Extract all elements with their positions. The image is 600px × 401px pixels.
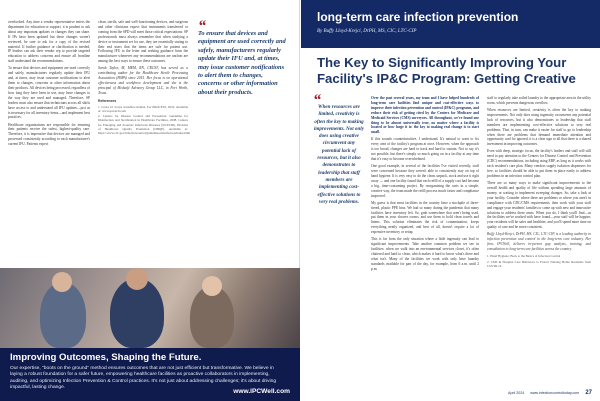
author-bio: Sarah Taylor, M, MEM, RN, CRCST, has served as a contributing author for the Healthcare Sterile Processing Association (HSPA) since 2015. Her focus is on operational effectiveness and workforce development and she is the principal of Medsafe Advisory Group LLC, in Fort Worth, Texas. [98, 66, 188, 95]
right-page [301, 0, 600, 401]
article-title: The Key to Significantly Improving Your Facility's IP&C Program: Getting Creative [317, 55, 576, 86]
section-title: long-term care infection prevention [317, 10, 519, 24]
paragraph: My guess is that most facilities in the country have a stockpile of three-tiered, plastic PPE bins. We had so many during the pandemic that many facilities have inventory left. So, grab somewhere that aren't being used, put them in your shower rooms, and use them to hold clean towels and linens. This solution eliminates the risk of contamination, keeps everything neatly organized, and best of all, doesn't require a lot of expensive inventory or setup. [371, 200, 479, 235]
banner-text [317, 10, 587, 34]
paragraph: overlooked. Any time a vendor representative enters the department for education or support, it is prudent to ask about any important updates or changes they can share. If IPs have been updated but these changes weren't reviewed, be sure to ask for a copy of the revised material. If further guidance or clarification is needed, IP leaders can ask their vendor rep to provide targeted education to address concerns and ensure all frontline staff understand the recommendations. [8, 20, 90, 64]
right-column-1 [371, 96, 479, 274]
pull-quote-text: When resources are limited, creativity is often the key to making improvements. Not only does using creative circumvent any potential lack of resources, but it also demonstrates to leadership that staff members are implementing cost-effective solutions to very real problems. [314, 104, 364, 205]
reference-item: 1. Hand Hygiene: Back to the Basics of Infection Control [487, 254, 561, 259]
left-column-2 [98, 20, 191, 136]
ad-copy [10, 352, 280, 391]
paragraph: Healthcare organizations are responsible for ensuring their patients receive the safest, highest-quality care. Therefore, it is imperative that devices are managed and processed consistently according to each manufacturer's current IFU. Patients expect [8, 122, 90, 147]
page-footer [317, 389, 592, 397]
paragraph: To ensure that devices and equipment are used correctly and safely, manufacturers regularly update their IFU and, at times, may issue customer notifications to alert them to changes, concerns or other information about their products. All devices being processed, regardless of how long they have been in use, may have changes to the way they are used and managed. Therefore, SP leaders must also ensure that technicians across all shifts have access to and understand all IFU updates—just as is necessary for all inventory items—and implement best practices. [8, 66, 90, 120]
section-banner [301, 0, 600, 48]
paragraph: Even with deep, strategic focus, the facility's leaders and staff will still need to pay attention to the Centers for Disease Control and Prevention (CDC) recommendations, including using EBP, as long as it works with each resident's care plan. Many vendors supply isolation dispensers for free, so facilities should be able to put them in place easily to address problems in an infection control plan. [487, 149, 591, 178]
paragraph: This is far from the only situation where a little ingenuity can lead to significant improvements. Take another common problem we see in facilities: when we walk into an environmental services closet, it's often cluttered and hard to clean, which makes it hard to know what's there and what isn't. Many of the facilities we work with only have laundry standards available for part of the day, for example, from 6 a.m. until 2 p.m. [371, 237, 479, 271]
reference-item: 1. Costa, D. Scope workflow hidden. For PROCESS, 2019. Available at: www.ipwatch.com [98, 104, 188, 113]
paragraph: One good example, in several of the facilities I've visited recently, staff were concerned because they weren't able to consistently stay on top of hand hygiene. It is very easy to do the clean, unpack, stock and use it right away — and one facility found that each refill of a supply cart had become a big, time-consuming project. By reorganizing the carts in a simple, creative way, the team made the refill process much faster and compliance improved. [371, 164, 479, 198]
author-bio: Buffy Lloyd-Krejci, DrPH, MS, CIC, LTC-CIP, is a leading authority in infection prevention and control in the long-term care industry. Her firm, IPCWell, delivers in-person gap analysis, training, and consultation to long-term care facilities across the country. [487, 232, 591, 252]
paragraph: When resources are limited, creativity is often the key to making improvements. Not only does using ingenuity circumvent any potential lack of resources, but it also demonstrates to leadership that staff members are implementing cost-effective solutions to very real problems. That, in turn, can make it easier for staff to go to leadership when there are problems that demand immediate attention and opportunity can't be ignored, it is a clear sign to all that there is a shared investment in improving outcomes. [487, 108, 591, 147]
pull-quote [313, 92, 365, 206]
paragraph: If this sounds counterintuitive, I understand. It's natural to want to fix every area of the facility's program at once. However, when the approach is too broad, changes are hard to track and hard to sustain. Not to say it's not possible, but there's simply so much going on in a facility at any time that it's easy to become overwhelmed. [371, 137, 479, 162]
paragraph: There are so many ways to make significant improvements to the overall health and quality of life without spending large amounts of money, or waiting to implement sweeping changes. So, take a look at your facility. Consider where there are problems or where you aren't in compliance with CDC/CMS requirements, then work with your staff and engage your residents' families to come up with new and innovative solutions to address these areas. When you do, I think you'll find—as the facilities we've worked with have found—your staff will be happier, your residents will be safer and healthier, and you'll spend more time on quality of care and be more consistent. [487, 181, 591, 230]
paragraph: staff to regularly take soiled laundry to the appropriate area in the utility room, which prevents dangerous overflow. [487, 96, 591, 105]
person-head [52, 272, 72, 292]
footer-site: www.infectioncontroltoday.com [530, 391, 580, 395]
quote-mark-icon: “ [313, 92, 321, 109]
person-head [126, 268, 148, 290]
paragraph: Over the past several years, my team and I have helped hundreds of long-term care facilities find unique and cost-effective ways to improve their infection prevention and control (IP&C) programs, and reduce their risk of getting cited by the Centers for Medicare and Medicaid Services (CMS) surveyors. All throughout, we've found one thing to be almost universally true, no matter where a facility is located or how large it is: the key to making real change is to start small. [371, 96, 479, 135]
ad-url-link[interactable]: www.IPCWell.com [233, 388, 290, 395]
ad-title: Improving Outcomes, Shaping the Future. [10, 352, 202, 363]
footer-date: April 2024 [508, 391, 525, 395]
reference-item: 2. Centers for Disease Control and Prevention. Guideline for Disinfection and Sterilization in Healthcare Facilities, 2008. Centers for Emerging and Zoonotic Infectious Diseases (NCEZID), Division of Healthcare Quality Promotion (DHQP). Available at: https://www.cdc.gov/infectioncontrol/guidelines/disinfection/index.html [98, 114, 191, 136]
page-number: 27 [585, 390, 592, 396]
advertisement [0, 268, 300, 401]
pull-quote [198, 18, 288, 97]
ad-body: Our expertise, "boots on the ground" method ensures outcomes that are not just efficient but transformative. We believe in laying a robust foundation for a safer future, empowering healthcare facilities as proactive collaborators in implementing, auditing, and optimizing Infection Prevention & Control practices. It's not just about addressing challenges; it's about driving impactful, lasting change. [10, 366, 277, 390]
person-head [202, 276, 222, 296]
paragraph: clean, sterile, safe and well-functioning devices, and surgeons and other clinicians expect that instruments transferred or coming from the SPD will meet those critical expectations. SP professionals must always remember that when studying a device or instrument set for use, they are essentially stating to their end users that the items are safe for patient use. Following IFU to the letter and seeking guidance from the manufacturer whenever any recommendations are unclear are among the best ways to ensure these outcomes. [98, 20, 188, 64]
references-heading: References [98, 98, 117, 103]
right-column-2 [487, 96, 591, 269]
pull-quote-text: To ensure that devices and equipment are used correctly and safely, manufacturers regularly update their IFU and, at times, may issue customer notifications to alert them to changes, concerns or other information about their products. [198, 30, 286, 96]
byline: By Buffy Lloyd-Krejci, DrPH, MS, CIC, LTC-CIP [317, 29, 417, 34]
quote-mark-icon: “ [198, 18, 206, 35]
reference-item: 2. CMS & Hospital Care Behaviors to Protect Nursing Home Residents from COVID-19 [487, 259, 591, 268]
ad-photo [0, 268, 300, 348]
left-column-1 [8, 20, 90, 149]
